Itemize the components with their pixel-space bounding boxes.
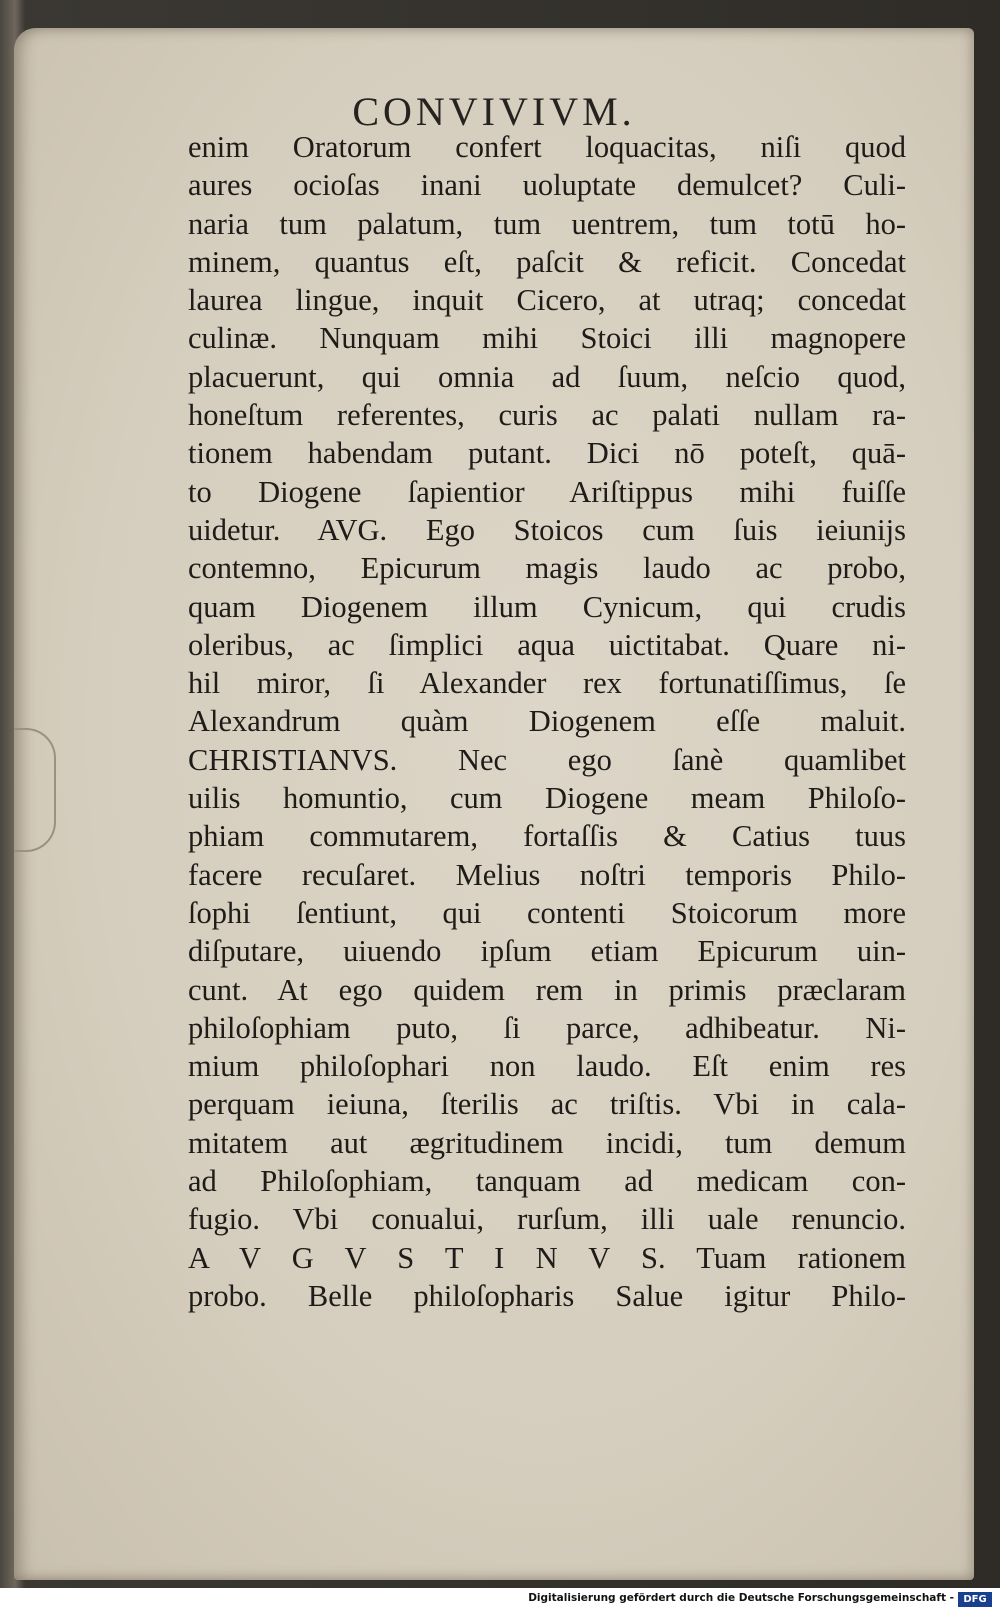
footer-bar xyxy=(0,1588,1000,1612)
text-line: naria tum palatum, tum uentrem, tum totū ho- xyxy=(188,206,906,241)
dfg-logo: DFG xyxy=(958,1592,992,1607)
text-line: facere recuſaret. Melius noſtri temporis Philo- xyxy=(188,857,906,892)
text-line: quam Diogenem illum Cynicum, qui crudis xyxy=(188,589,906,624)
text-line: fugio. Vbi conualui, rurſum, illi uale renuncio. xyxy=(188,1202,906,1237)
page-edge-fold xyxy=(14,728,56,852)
page-text xyxy=(188,128,906,1315)
text-line: uilis homuntio, cum Diogene meam Philoſo- xyxy=(188,781,906,816)
text-line: contemno, Epicurum magis laudo ac probo, xyxy=(188,551,906,586)
text-line: oleribus, ac ſimplici aqua uictitabat. Quare ni- xyxy=(188,627,906,662)
text-line: probo. Belle philoſopharis Salue igitur Philo- xyxy=(188,1278,906,1313)
text-line: to Diogene ſapientior Ariſtippus mihi fuiſſe xyxy=(188,474,906,509)
text-line: laurea lingue, inquit Cicero, at utraq; concedat xyxy=(188,283,906,318)
text-line: philoſophiam puto, ſi parce, adhibeatur. Ni- xyxy=(188,1010,906,1045)
text-line: ad Philoſophiam, tanquam ad medicam con- xyxy=(188,1164,906,1199)
text-line: hil miror, ſi Alexander rex fortunatiſſimus, ſe xyxy=(188,666,906,701)
text-line: perquam ieiuna, ſterilis ac triſtis. Vbi in cala- xyxy=(188,1087,906,1122)
text-line: culinæ. Nunquam mihi Stoici illi magnopere xyxy=(188,321,906,356)
text-line: mium philoſophari non laudo. Eſt enim res xyxy=(188,1049,906,1084)
text-line: mitatem aut ægritudinem incidi, tum demum xyxy=(188,1125,906,1160)
text-line: phiam commutarem, fortaſſis & Catius tuus xyxy=(188,819,906,854)
text-line: diſputare, uiuendo ipſum etiam Epicurum uin- xyxy=(188,934,906,969)
text-line: honeſtum referentes, curis ac palati nullam ra- xyxy=(188,398,906,433)
text-line: A V G V S T I N V S. Tuam rationem xyxy=(188,1240,906,1275)
book-page xyxy=(14,28,974,1580)
running-title: CONVIVIVM. xyxy=(352,89,636,134)
text-line: CHRISTIANVS. Nec ego ſanè quamlibet xyxy=(188,742,906,777)
text-line: uidetur. AVG. Ego Stoicos cum ſuis ieiunijs xyxy=(188,512,906,547)
text-line: aures ocioſas inani uoluptate demulcet? Culi- xyxy=(188,168,906,203)
text-line: placuerunt, qui omnia ad ſuum, neſcio quod, xyxy=(188,359,906,394)
footer-credit: Digitalisierung gefördert durch die Deutsche Forschungsgemeinschaft - xyxy=(528,1592,954,1604)
text-line: tionem habendam putant. Dici nō poteſt, quā- xyxy=(188,436,906,471)
text-line: minem, quantus eſt, paſcit & reficit. Concedat xyxy=(188,244,906,279)
text-line: Alexandrum quàm Diogenem eſſe maluit. xyxy=(188,704,906,739)
text-line: enim Oratorum confert loquacitas, niſi quod xyxy=(188,130,906,164)
text-line: cunt. At ego quidem rem in primis præclaram xyxy=(188,972,906,1007)
text-line: ſophi ſentiunt, qui contenti Stoicorum more xyxy=(188,895,906,930)
